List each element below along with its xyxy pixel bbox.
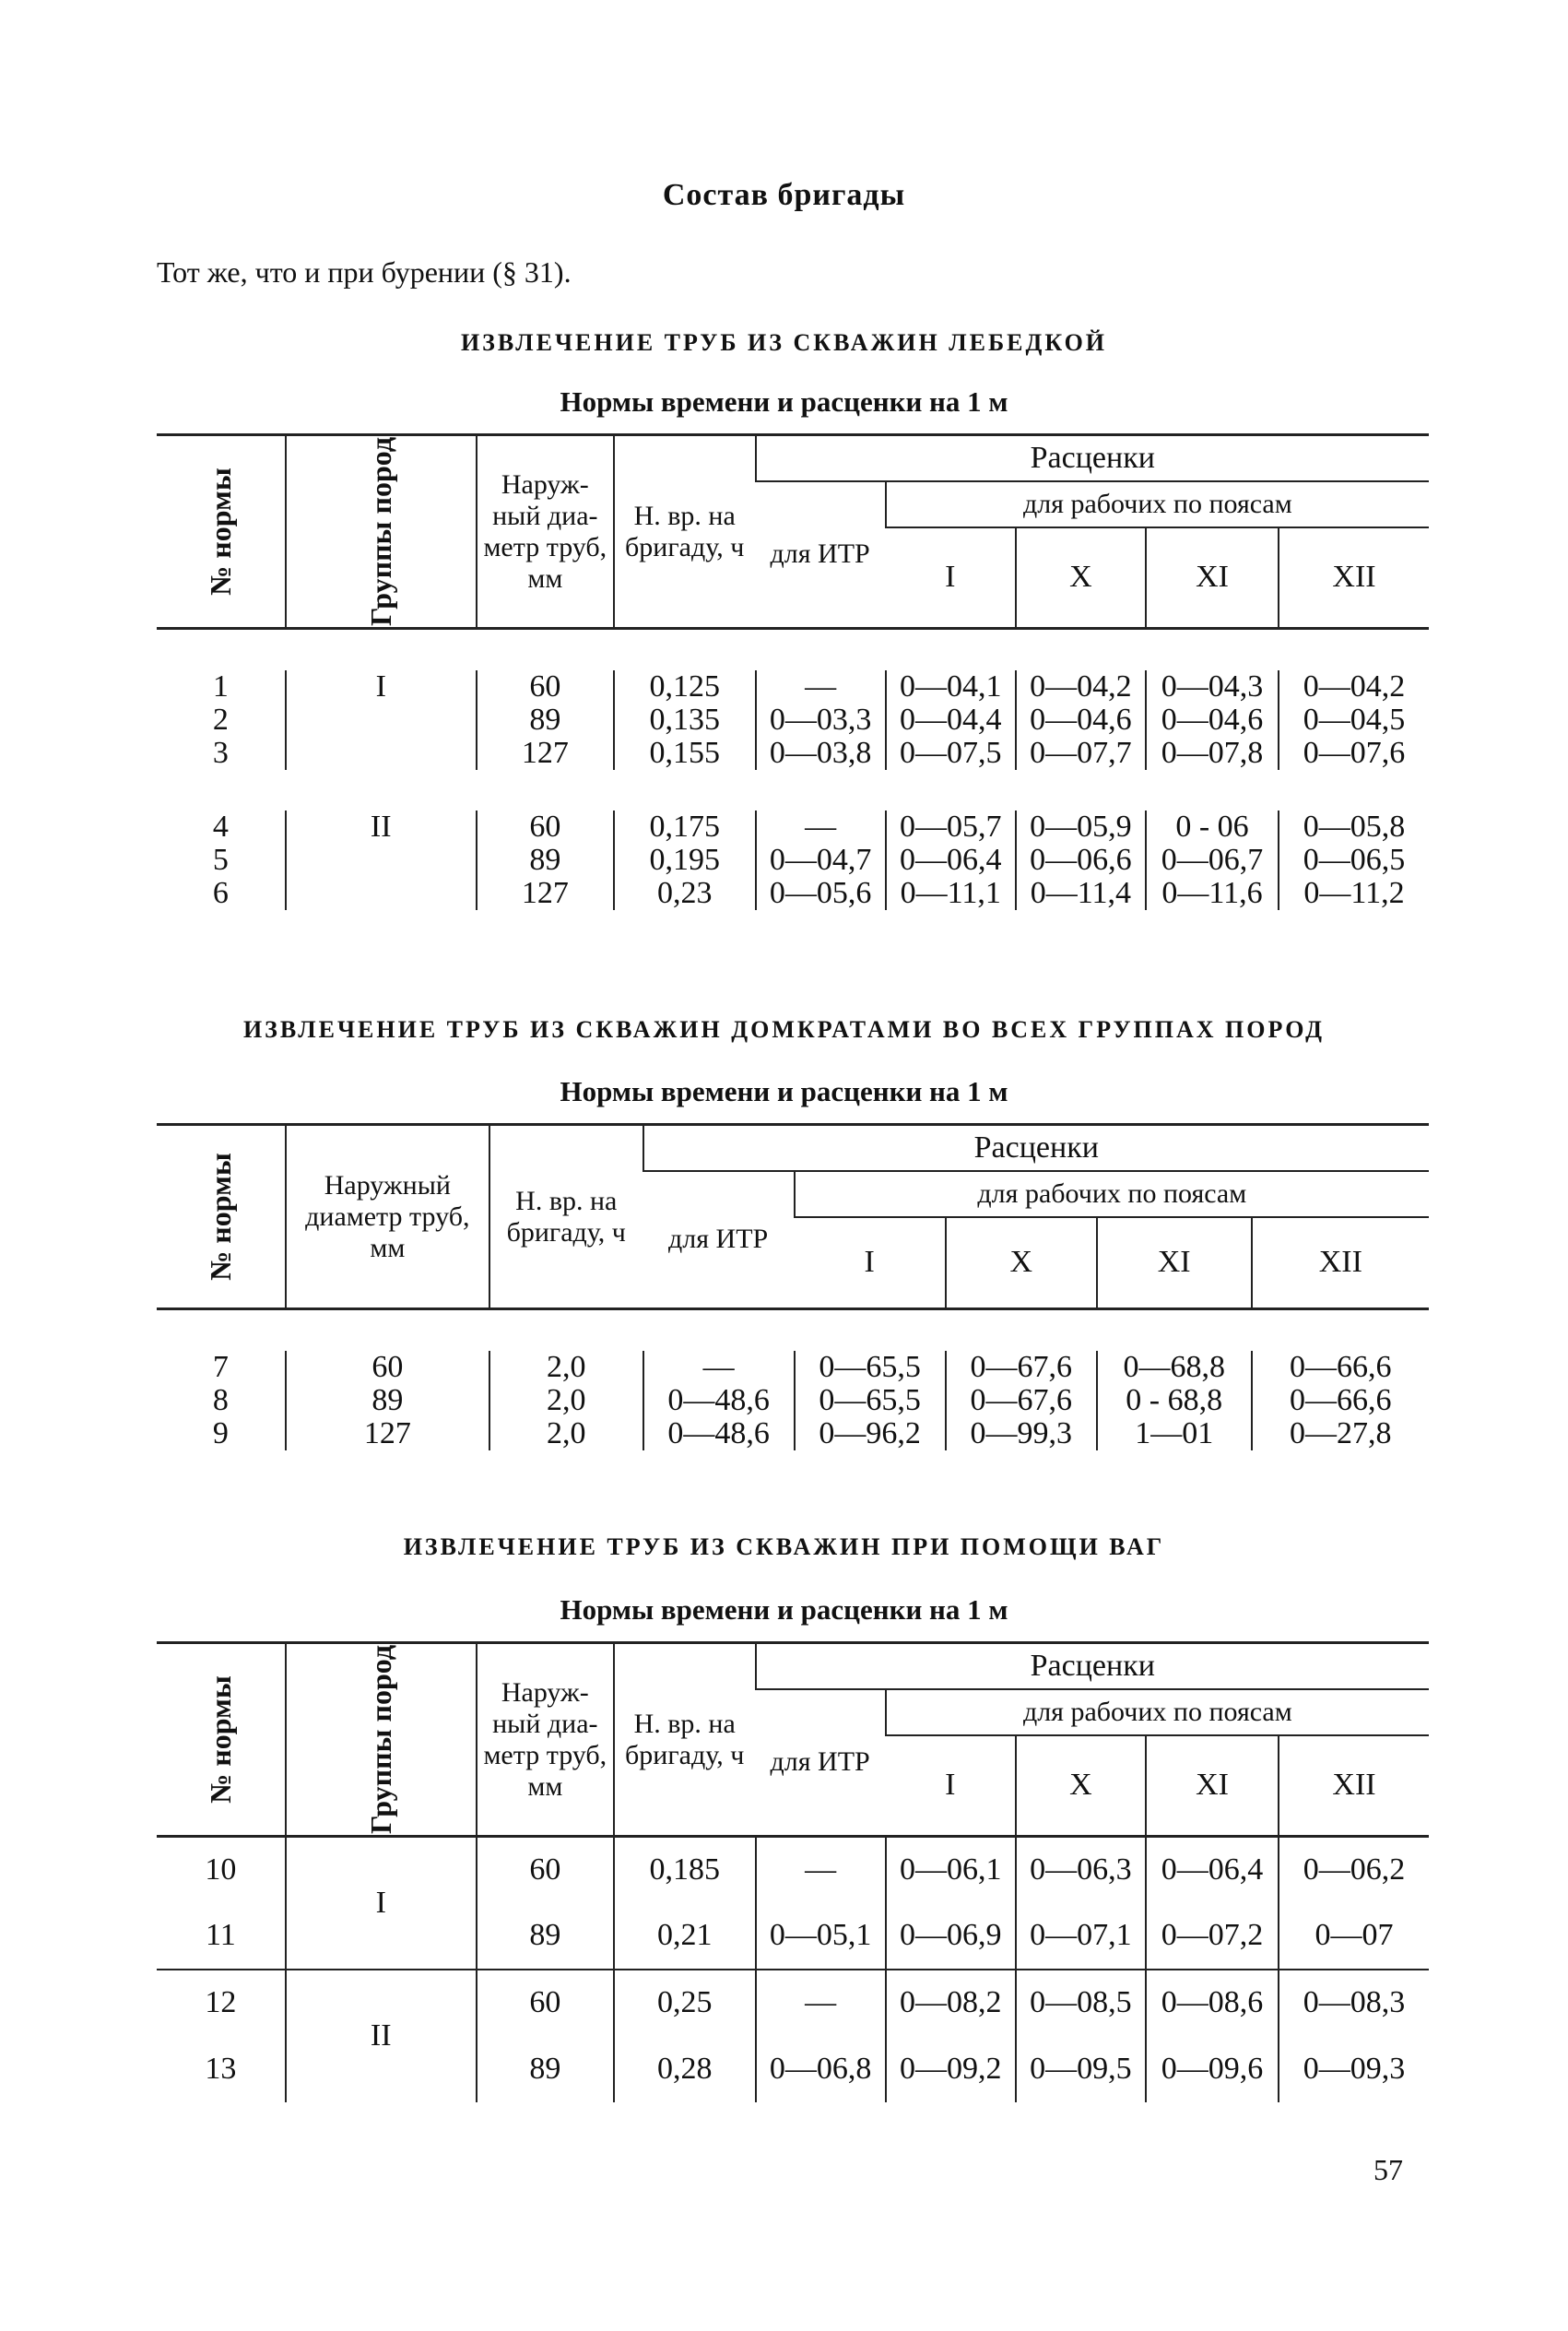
time-values: 0,175 0,195 0,23 — [614, 811, 756, 910]
header-time: Н. вр. на бригаду, ч — [614, 435, 756, 629]
header-workers: для рабочих по поясам — [795, 1171, 1429, 1217]
table-levers — [157, 1641, 1429, 2102]
zone-10-value: 0—08,5 — [1016, 1970, 1146, 2036]
table-jacks — [157, 1123, 1429, 1450]
zone-10-value: 0—07,1 — [1016, 1903, 1146, 1970]
rock-group: II — [286, 1970, 477, 2102]
diameter-values: 60 89 127 — [477, 670, 614, 770]
rock-group: I — [286, 1837, 477, 1970]
header-diameter: Наруж- ный диа- метр труб, мм — [477, 435, 614, 629]
header-norm-no: № нормы — [157, 1125, 286, 1309]
zone-12-value: 0—07 — [1279, 1903, 1429, 1970]
page-title: Состав бригады — [662, 178, 906, 212]
section-2-title: ИЗВЛЕЧЕНИЕ ТРУБ ИЗ СКВАЖИН ДОМКРАТАМИ ВО ВСЕХ ГРУППАХ ПОРОД — [242, 1016, 1326, 1043]
norm-number: 11 — [205, 1918, 236, 1952]
section-1-title: ИЗВЛЕЧЕНИЕ ТРУБ ИЗ СКВАЖИН ЛЕБЕДКОЙ — [460, 329, 1108, 356]
header-norm-no: № нормы — [157, 1643, 286, 1837]
zone-11-values: 0—04,3 0—04,6 0—07,8 — [1146, 670, 1279, 770]
zone-10-values: 0—05,9 0—06,6 0—11,4 — [1016, 811, 1146, 910]
zone-1-values: 0—04,1 0—04,4 0—07,5 — [886, 670, 1016, 770]
section-3-title: ИЗВЛЕЧЕНИЕ ТРУБ ИЗ СКВАЖИН ПРИ ПОМОЩИ ВАГ — [403, 1533, 1165, 1560]
time-values: 2,0 2,0 2,0 — [489, 1351, 643, 1450]
zone-12-value: 0—09,3 — [1279, 2036, 1429, 2102]
header-zone-1: I — [886, 1735, 1016, 1837]
header-zone-11: XI — [1146, 1735, 1279, 1837]
zone-11-values: 0—68,8 0 - 68,8 1—01 — [1097, 1351, 1252, 1450]
header-diameter: Наружный диаметр труб, мм — [286, 1125, 489, 1309]
diameter-values: 60 89 127 — [286, 1351, 489, 1450]
diameter-value: 60 — [477, 1837, 614, 1903]
header-zone-1: I — [886, 527, 1016, 629]
diameter-value: 89 — [477, 2036, 614, 2102]
time-value: 0,21 — [614, 1903, 756, 1970]
header-zone-12: XII — [1279, 1735, 1429, 1837]
zone-11-values: 0 - 06 0—06,7 0—11,6 — [1146, 811, 1279, 910]
header-rock-group: Группы пород — [286, 435, 477, 629]
table-row — [157, 1837, 1429, 1903]
itr-value: — — [756, 1970, 886, 2036]
page-number: 57 — [1373, 2153, 1403, 2186]
header-time: Н. вр. на бригаду, ч — [489, 1125, 643, 1309]
itr-values: — 0—04,7 0—05,6 — [756, 811, 886, 910]
header-rates: Расценки — [643, 1125, 1429, 1171]
time-value: 0,185 — [614, 1837, 756, 1903]
itr-value: — — [756, 1837, 886, 1903]
table-row — [157, 811, 1429, 910]
header-zone-1: I — [795, 1217, 946, 1309]
zone-10-values: 0—04,2 0—04,6 0—07,7 — [1016, 670, 1146, 770]
header-norm-no: № нормы — [157, 435, 286, 629]
zone-12-values: 0—66,6 0—66,6 0—27,8 — [1252, 1351, 1429, 1450]
zone-1-values: 0—05,7 0—06,4 0—11,1 — [886, 811, 1016, 910]
norm-numbers: 7 8 9 — [212, 1350, 229, 1450]
header-diameter: Наруж- ный диа- метр труб, мм — [477, 1643, 614, 1837]
header-workers: для рабочих по поясам — [886, 481, 1429, 527]
zone-11-value: 0—06,4 — [1146, 1837, 1279, 1903]
zone-1-value: 0—09,2 — [886, 2036, 1016, 2102]
diameter-value: 60 — [477, 1970, 614, 2036]
diameter-value: 89 — [477, 1903, 614, 1970]
itr-value: 0—06,8 — [756, 2036, 886, 2102]
zone-12-values: 0—04,2 0—04,5 0—07,6 — [1279, 670, 1429, 770]
zone-1-value: 0—06,1 — [886, 1837, 1016, 1903]
table-row — [157, 670, 1429, 770]
header-zone-12: XII — [1252, 1217, 1429, 1309]
rock-group: I — [286, 670, 477, 770]
norm-number: 13 — [205, 2051, 237, 2086]
time-value: 0,25 — [614, 1970, 756, 2036]
norm-number: 12 — [205, 1985, 237, 2019]
norm-numbers: 1 2 3 — [212, 669, 229, 770]
header-time: Н. вр. на бригаду, ч — [614, 1643, 756, 1837]
header-zone-10: X — [946, 1217, 1097, 1309]
header-zone-11: XI — [1097, 1217, 1252, 1309]
zone-11-value: 0—07,2 — [1146, 1903, 1279, 1970]
header-itr: для ИТР — [756, 1689, 886, 1837]
header-zone-10: X — [1016, 527, 1146, 629]
header-rock-group: Группы пород — [286, 1643, 477, 1837]
header-zone-10: X — [1016, 1735, 1146, 1837]
time-value: 0,28 — [614, 2036, 756, 2102]
header-rates: Расценки — [756, 435, 1429, 481]
zone-11-value: 0—08,6 — [1146, 1970, 1279, 2036]
itr-values: — 0—03,3 0—03,8 — [756, 670, 886, 770]
header-itr: для ИТР — [756, 481, 886, 629]
table-winch — [157, 433, 1429, 910]
zone-10-values: 0—67,6 0—67,6 0—99,3 — [946, 1351, 1097, 1450]
norm-number: 10 — [205, 1852, 237, 1887]
table-row — [157, 1351, 1429, 1450]
header-itr: для ИТР — [643, 1171, 795, 1309]
itr-values: — 0—48,6 0—48,6 — [643, 1351, 795, 1450]
zone-1-value: 0—08,2 — [886, 1970, 1016, 2036]
rock-group: II — [286, 811, 477, 910]
zone-1-value: 0—06,9 — [886, 1903, 1016, 1970]
section-1-subtitle: Нормы времени и расценки на 1 м — [560, 385, 1008, 418]
intro-text: Тот же, что и при бурении (§ 31). — [157, 255, 572, 289]
zone-12-value: 0—06,2 — [1279, 1837, 1429, 1903]
zone-11-value: 0—09,6 — [1146, 2036, 1279, 2102]
zone-10-value: 0—06,3 — [1016, 1837, 1146, 1903]
zone-12-value: 0—08,3 — [1279, 1970, 1429, 2036]
section-3-subtitle: Нормы времени и расценки на 1 м — [560, 1593, 1008, 1626]
table-row — [157, 1970, 1429, 2036]
diameter-values: 60 89 127 — [477, 811, 614, 910]
norm-numbers: 4 5 6 — [212, 810, 229, 910]
header-zone-11: XI — [1146, 527, 1279, 629]
time-values: 0,125 0,135 0,155 — [614, 670, 756, 770]
section-2-subtitle: Нормы времени и расценки на 1 м — [560, 1075, 1008, 1107]
header-rates: Расценки — [756, 1643, 1429, 1689]
itr-value: 0—05,1 — [756, 1903, 886, 1970]
zone-1-values: 0—65,5 0—65,5 0—96,2 — [795, 1351, 946, 1450]
header-workers: для рабочих по поясам — [886, 1689, 1429, 1735]
zone-10-value: 0—09,5 — [1016, 2036, 1146, 2102]
zone-12-values: 0—05,8 0—06,5 0—11,2 — [1279, 811, 1429, 910]
header-zone-12: XII — [1279, 527, 1429, 629]
